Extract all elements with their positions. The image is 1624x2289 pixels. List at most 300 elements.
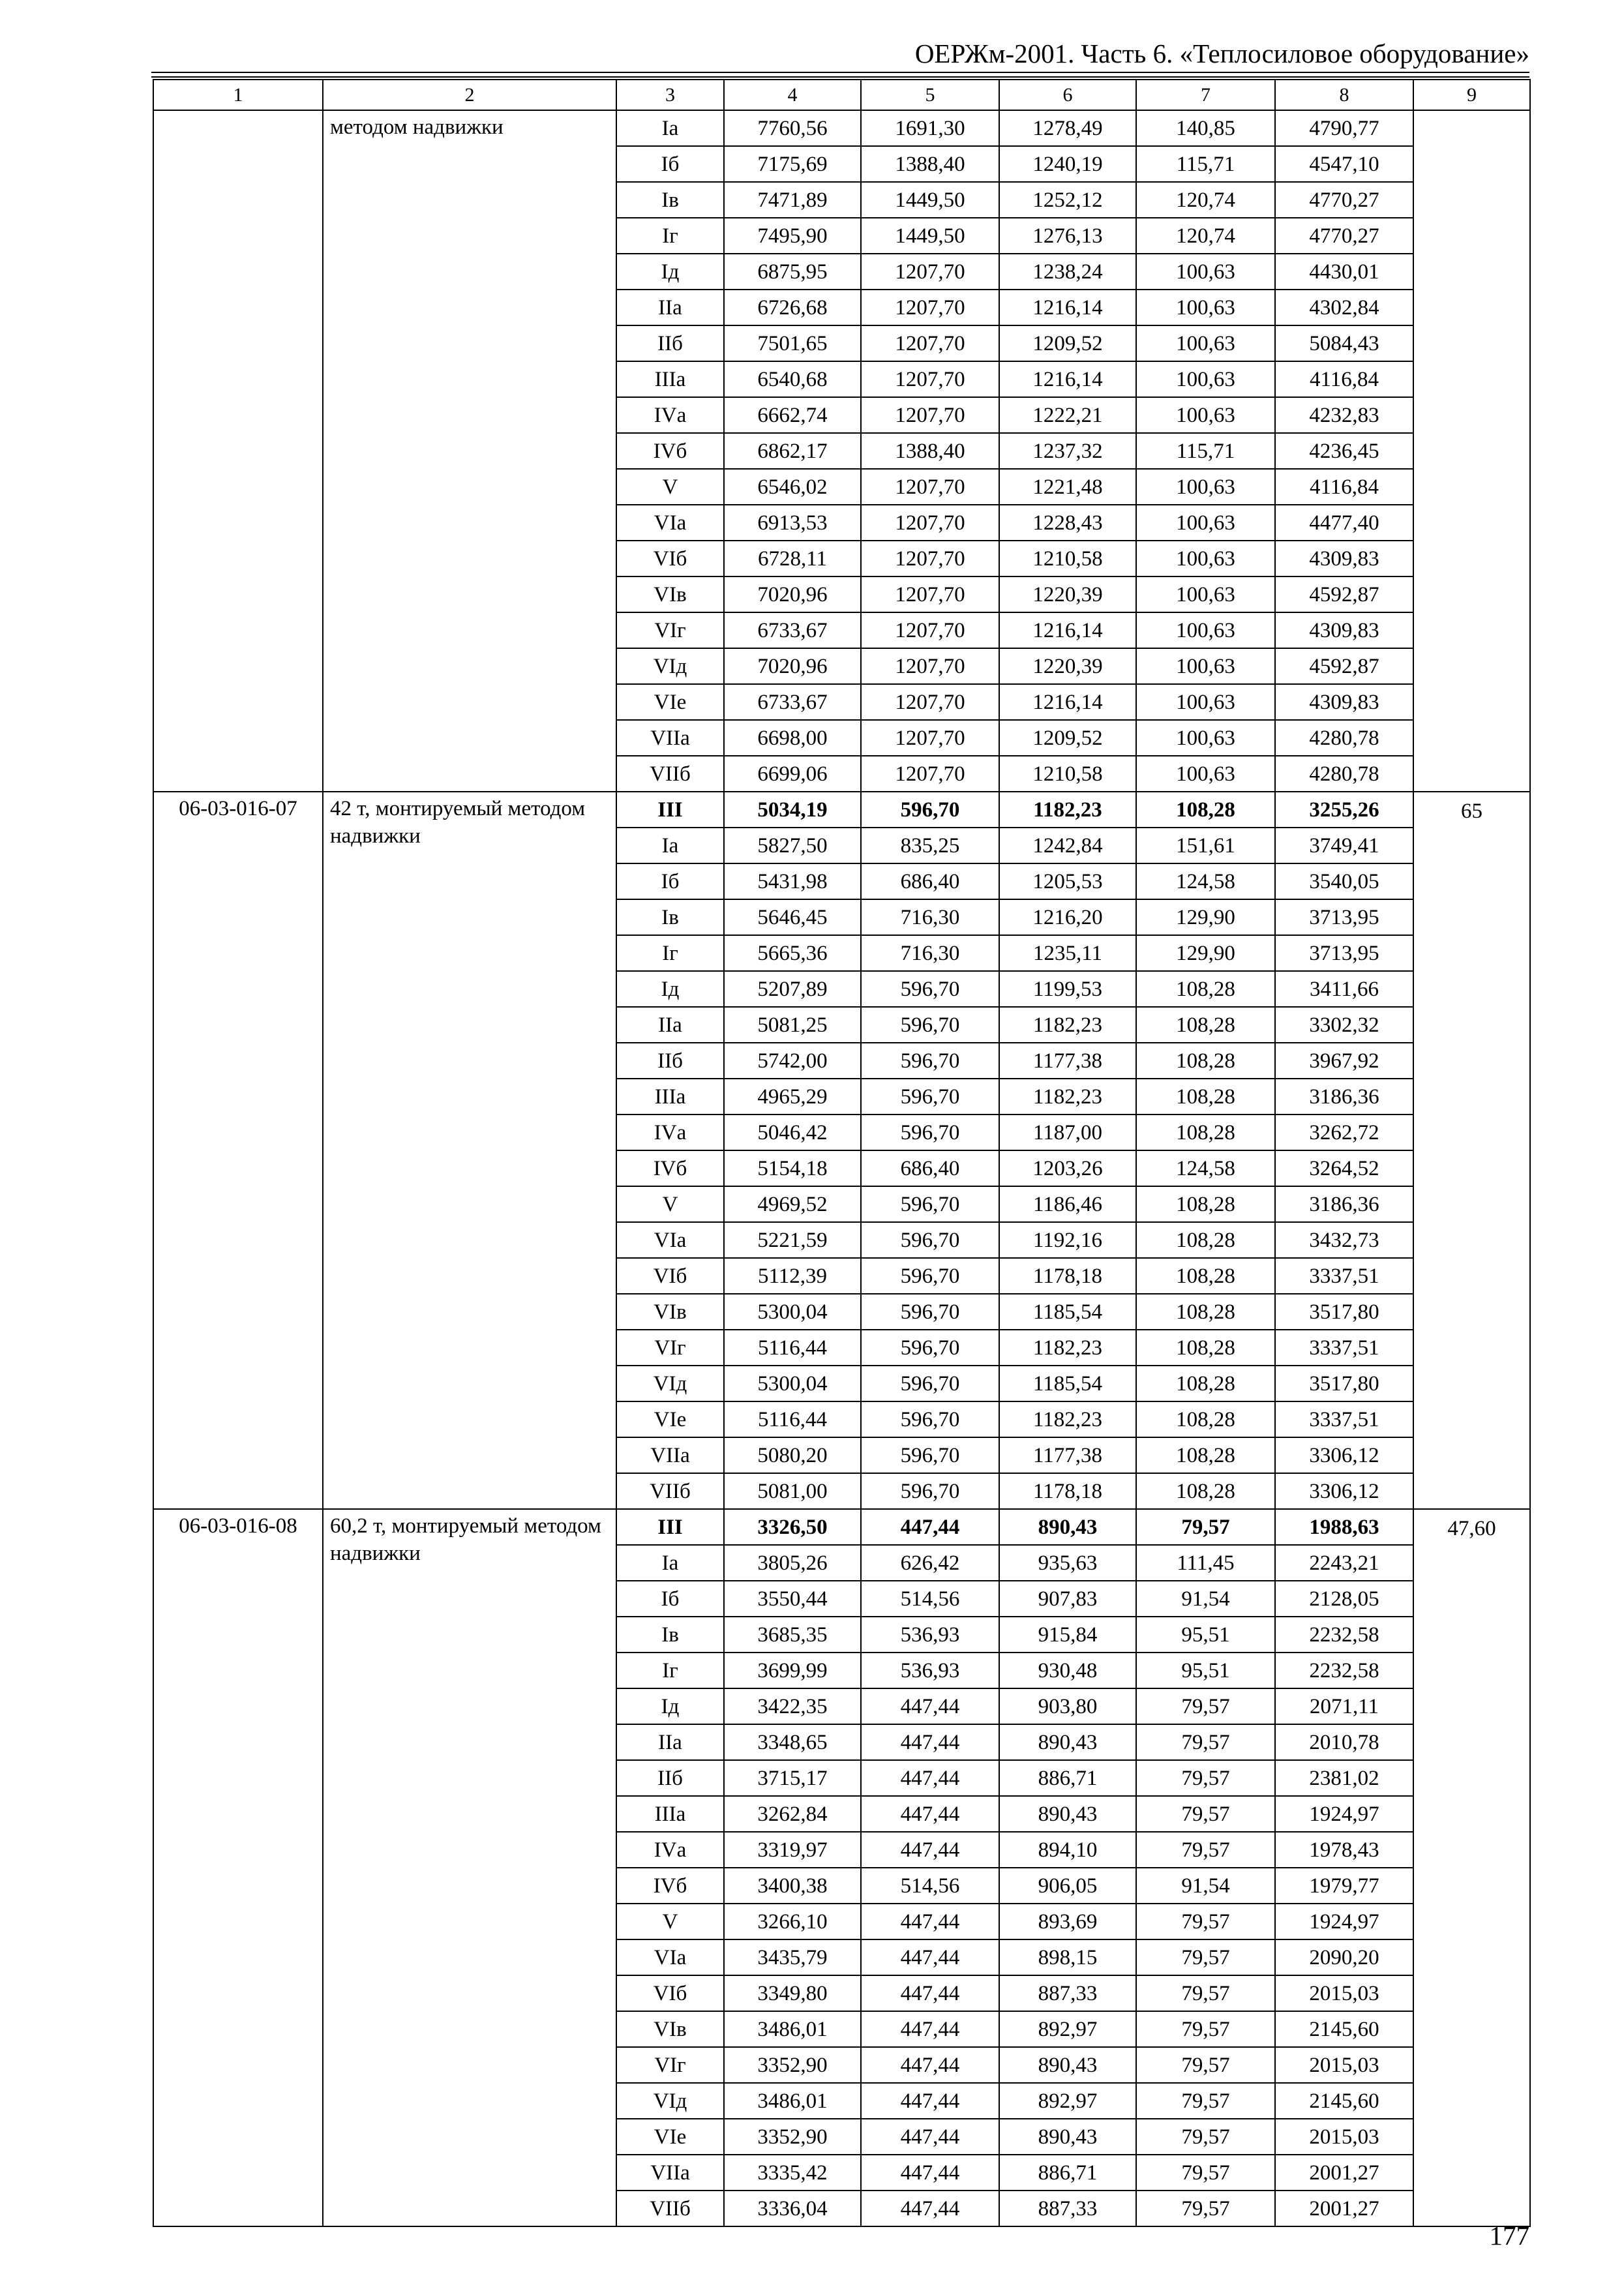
value-cell: 447,44: [861, 2011, 999, 2047]
zone-cell: V: [616, 1186, 724, 1222]
zone-cell: IVа: [616, 1832, 724, 1868]
value-cell: 91,54: [1136, 1868, 1275, 1904]
value-cell: 108,28: [1136, 1115, 1275, 1150]
value-cell: 95,51: [1136, 1617, 1275, 1653]
table-row: [153, 792, 1530, 828]
value-cell: 108,28: [1136, 1401, 1275, 1437]
value-cell: 108,28: [1136, 792, 1275, 828]
value-cell: 3432,73: [1275, 1222, 1413, 1258]
value-cell: 3699,99: [724, 1653, 861, 1688]
column-number: 4: [724, 80, 861, 110]
value-cell: 4592,87: [1275, 576, 1413, 612]
value-cell: 447,44: [861, 2047, 999, 2083]
value-cell: 514,56: [861, 1868, 999, 1904]
value-cell: 3713,95: [1275, 935, 1413, 971]
value-cell: 3517,80: [1275, 1366, 1413, 1401]
value-cell: 108,28: [1136, 1366, 1275, 1401]
zone-cell: IIб: [616, 1043, 724, 1079]
column-number: 3: [616, 80, 724, 110]
value-cell: 1207,70: [861, 576, 999, 612]
value-cell: 5084,43: [1275, 325, 1413, 361]
table-row: [153, 110, 1530, 146]
value-cell: 5081,00: [724, 1473, 861, 1509]
value-cell: 5431,98: [724, 863, 861, 899]
zone-cell: VIа: [616, 1222, 724, 1258]
value-cell: 124,58: [1136, 863, 1275, 899]
value-cell: 100,63: [1136, 325, 1275, 361]
value-cell: 447,44: [861, 1975, 999, 2011]
value-cell: 79,57: [1136, 1832, 1275, 1868]
zone-cell: VIIа: [616, 720, 724, 756]
zone-cell: VIг: [616, 1330, 724, 1366]
value-cell: 447,44: [861, 1688, 999, 1724]
rate-name: методом надвижки: [330, 115, 504, 139]
table-row: [153, 1509, 1530, 1545]
value-cell: 447,44: [861, 1939, 999, 1975]
zone-cell: Iб: [616, 863, 724, 899]
zone-cell: Iв: [616, 182, 724, 218]
value-cell: 1220,39: [999, 576, 1136, 612]
value-cell: 893,69: [999, 1904, 1136, 1939]
value-cell: 2001,27: [1275, 2191, 1413, 2226]
value-cell: 4309,83: [1275, 541, 1413, 576]
value-cell: 1207,70: [861, 361, 999, 397]
zone-cell: Iб: [616, 1581, 724, 1617]
value-cell: 3749,41: [1275, 828, 1413, 863]
value-cell: 1216,14: [999, 290, 1136, 325]
value-cell: 79,57: [1136, 1904, 1275, 1939]
value-cell: 6875,95: [724, 254, 861, 290]
value-cell: 4965,29: [724, 1079, 861, 1115]
value-cell: 1220,39: [999, 648, 1136, 684]
value-cell: 1207,70: [861, 397, 999, 433]
value-cell: 1216,14: [999, 612, 1136, 648]
zone-cell: VIIб: [616, 2191, 724, 2226]
value-cell: 447,44: [861, 2155, 999, 2191]
value-cell: 3335,42: [724, 2155, 861, 2191]
coefficient-cell: [1413, 792, 1530, 1509]
value-cell: 1185,54: [999, 1294, 1136, 1330]
value-cell: 930,48: [999, 1653, 1136, 1688]
value-cell: 1388,40: [861, 146, 999, 182]
value-cell: 2001,27: [1275, 2155, 1413, 2191]
value-cell: 79,57: [1136, 1724, 1275, 1760]
value-cell: 3349,80: [724, 1975, 861, 2011]
zone-cell: IVа: [616, 1115, 724, 1150]
value-cell: 3805,26: [724, 1545, 861, 1581]
value-cell: 596,70: [861, 1401, 999, 1437]
value-cell: 100,63: [1136, 290, 1275, 325]
value-cell: 7501,65: [724, 325, 861, 361]
value-cell: 3967,92: [1275, 1043, 1413, 1079]
rate-name: 42 т, монтируемый методом надвижки: [330, 797, 586, 848]
value-cell: 6662,74: [724, 397, 861, 433]
value-cell: 1216,14: [999, 361, 1136, 397]
value-cell: 1207,70: [861, 469, 999, 505]
value-cell: 124,58: [1136, 1150, 1275, 1186]
value-cell: 2015,03: [1275, 1975, 1413, 2011]
value-cell: 1209,52: [999, 325, 1136, 361]
zone-cell: VIв: [616, 2011, 724, 2047]
value-cell: 3715,17: [724, 1760, 861, 1796]
value-cell: 536,93: [861, 1653, 999, 1688]
value-cell: 1221,48: [999, 469, 1136, 505]
value-cell: 1182,23: [999, 1401, 1136, 1437]
value-cell: 2381,02: [1275, 1760, 1413, 1796]
value-cell: 596,70: [861, 1437, 999, 1473]
value-cell: 100,63: [1136, 254, 1275, 290]
value-cell: 3435,79: [724, 1939, 861, 1975]
value-cell: 6546,02: [724, 469, 861, 505]
value-cell: 6913,53: [724, 505, 861, 541]
value-cell: 4309,83: [1275, 612, 1413, 648]
value-cell: 1242,84: [999, 828, 1136, 863]
value-cell: 626,42: [861, 1545, 999, 1581]
value-cell: 3517,80: [1275, 1294, 1413, 1330]
value-cell: 6733,67: [724, 684, 861, 720]
value-cell: 3540,05: [1275, 863, 1413, 899]
value-cell: 3319,97: [724, 1832, 861, 1868]
zone-cell: III: [616, 1509, 724, 1545]
zone-cell: Iд: [616, 254, 724, 290]
zone-cell: VIд: [616, 1366, 724, 1401]
value-cell: 596,70: [861, 1115, 999, 1150]
value-cell: 5300,04: [724, 1294, 861, 1330]
value-cell: 1449,50: [861, 182, 999, 218]
value-cell: 5646,45: [724, 899, 861, 935]
rate-code-cell: 06-03-016-07: [153, 792, 323, 1509]
value-cell: 892,97: [999, 2083, 1136, 2119]
value-cell: 907,83: [999, 1581, 1136, 1617]
value-cell: 447,44: [861, 2119, 999, 2155]
value-cell: 2015,03: [1275, 2047, 1413, 2083]
value-cell: 5034,19: [724, 792, 861, 828]
value-cell: 892,97: [999, 2011, 1136, 2047]
value-cell: 3550,44: [724, 1581, 861, 1617]
value-cell: 886,71: [999, 1760, 1136, 1796]
header-rule-top: [151, 72, 1529, 73]
value-cell: 108,28: [1136, 1043, 1275, 1079]
value-cell: 3422,35: [724, 1688, 861, 1724]
value-cell: 108,28: [1136, 1222, 1275, 1258]
value-cell: 111,45: [1136, 1545, 1275, 1581]
column-number: 8: [1275, 80, 1413, 110]
value-cell: 5665,36: [724, 935, 861, 971]
zone-cell: VIе: [616, 2119, 724, 2155]
value-cell: 935,63: [999, 1545, 1136, 1581]
value-cell: 5207,89: [724, 971, 861, 1007]
value-cell: 3186,36: [1275, 1186, 1413, 1222]
value-cell: 898,15: [999, 1939, 1136, 1975]
value-cell: 1207,70: [861, 254, 999, 290]
price-table: [153, 79, 1531, 2227]
rate-code-cell: [153, 110, 323, 792]
value-cell: 120,74: [1136, 182, 1275, 218]
value-cell: 1182,23: [999, 1007, 1136, 1043]
zone-cell: VIа: [616, 1939, 724, 1975]
value-cell: 108,28: [1136, 1437, 1275, 1473]
value-cell: 120,74: [1136, 218, 1275, 254]
value-cell: 4770,27: [1275, 218, 1413, 254]
zone-cell: V: [616, 1904, 724, 1939]
value-cell: 447,44: [861, 1796, 999, 1832]
zone-cell: IVа: [616, 397, 724, 433]
value-cell: 1205,53: [999, 863, 1136, 899]
value-cell: 2232,58: [1275, 1617, 1413, 1653]
value-cell: 6698,00: [724, 720, 861, 756]
value-cell: 1192,16: [999, 1222, 1136, 1258]
value-cell: 2243,21: [1275, 1545, 1413, 1581]
value-cell: 108,28: [1136, 1258, 1275, 1294]
value-cell: 7175,69: [724, 146, 861, 182]
value-cell: 1177,38: [999, 1043, 1136, 1079]
value-cell: 890,43: [999, 1796, 1136, 1832]
value-cell: 4969,52: [724, 1186, 861, 1222]
value-cell: 5742,00: [724, 1043, 861, 1079]
value-cell: 3352,90: [724, 2047, 861, 2083]
value-cell: 3348,65: [724, 1724, 861, 1760]
value-cell: 79,57: [1136, 1796, 1275, 1832]
value-cell: 79,57: [1136, 2047, 1275, 2083]
value-cell: 447,44: [861, 1760, 999, 1796]
value-cell: 115,71: [1136, 433, 1275, 469]
value-cell: 1252,12: [999, 182, 1136, 218]
value-cell: 7760,56: [724, 110, 861, 146]
value-cell: 596,70: [861, 1294, 999, 1330]
value-cell: 140,85: [1136, 110, 1275, 146]
value-cell: 79,57: [1136, 1509, 1275, 1545]
zone-cell: Iа: [616, 1545, 724, 1581]
column-number: 6: [999, 80, 1136, 110]
value-cell: 79,57: [1136, 2191, 1275, 2226]
value-cell: 6728,11: [724, 541, 861, 576]
value-cell: 1207,70: [861, 541, 999, 576]
value-cell: 890,43: [999, 2119, 1136, 2155]
zone-cell: VIIа: [616, 1437, 724, 1473]
value-cell: 1210,58: [999, 541, 1136, 576]
value-cell: 3306,12: [1275, 1437, 1413, 1473]
value-cell: 887,33: [999, 1975, 1136, 2011]
zone-cell: III: [616, 792, 724, 828]
value-cell: 890,43: [999, 1724, 1136, 1760]
value-cell: 7020,96: [724, 648, 861, 684]
value-cell: 1182,23: [999, 1330, 1136, 1366]
value-cell: 108,28: [1136, 1007, 1275, 1043]
value-cell: 79,57: [1136, 2155, 1275, 2191]
value-cell: 95,51: [1136, 1653, 1275, 1688]
value-cell: 108,28: [1136, 1186, 1275, 1222]
value-cell: 2010,78: [1275, 1724, 1413, 1760]
value-cell: 1207,70: [861, 612, 999, 648]
value-cell: 100,63: [1136, 361, 1275, 397]
value-cell: 1207,70: [861, 648, 999, 684]
value-cell: 886,71: [999, 2155, 1136, 2191]
zone-cell: Iд: [616, 1688, 724, 1724]
value-cell: 3262,72: [1275, 1115, 1413, 1150]
value-cell: 890,43: [999, 2047, 1136, 2083]
value-cell: 1186,46: [999, 1186, 1136, 1222]
value-cell: 3337,51: [1275, 1401, 1413, 1437]
rate-name-cell: [323, 792, 616, 1509]
zone-cell: Iг: [616, 1653, 724, 1688]
value-cell: 4430,01: [1275, 254, 1413, 290]
value-cell: 108,28: [1136, 1473, 1275, 1509]
value-cell: 596,70: [861, 1007, 999, 1043]
rate-name-cell: [323, 1509, 616, 2226]
value-cell: 1388,40: [861, 433, 999, 469]
zone-cell: Iв: [616, 1617, 724, 1653]
value-cell: 79,57: [1136, 1760, 1275, 1796]
zone-cell: IVб: [616, 1868, 724, 1904]
zone-cell: VIв: [616, 1294, 724, 1330]
value-cell: 1238,24: [999, 254, 1136, 290]
zone-cell: IIIа: [616, 1796, 724, 1832]
value-cell: 596,70: [861, 971, 999, 1007]
value-cell: 79,57: [1136, 2083, 1275, 2119]
value-cell: 7471,89: [724, 182, 861, 218]
value-cell: 1207,70: [861, 290, 999, 325]
value-cell: 129,90: [1136, 899, 1275, 935]
value-cell: 79,57: [1136, 1939, 1275, 1975]
value-cell: 1178,18: [999, 1258, 1136, 1294]
value-cell: 151,61: [1136, 828, 1275, 863]
value-cell: 1228,43: [999, 505, 1136, 541]
value-cell: 4232,83: [1275, 397, 1413, 433]
zone-cell: IIа: [616, 1007, 724, 1043]
value-cell: 596,70: [861, 1366, 999, 1401]
zone-cell: VIIа: [616, 2155, 724, 2191]
value-cell: 100,63: [1136, 505, 1275, 541]
zone-cell: IIа: [616, 290, 724, 325]
zone-cell: VIб: [616, 1258, 724, 1294]
value-cell: 1207,70: [861, 720, 999, 756]
value-cell: 1182,23: [999, 1079, 1136, 1115]
value-cell: 1691,30: [861, 110, 999, 146]
value-cell: 5221,59: [724, 1222, 861, 1258]
value-cell: 79,57: [1136, 2011, 1275, 2047]
value-cell: 1178,18: [999, 1473, 1136, 1509]
zone-cell: VIд: [616, 648, 724, 684]
value-cell: 108,28: [1136, 1330, 1275, 1366]
value-cell: 1207,70: [861, 505, 999, 541]
running-header: ОЕРЖм-2001. Часть 6. «Теплосиловое оборудование»: [914, 38, 1529, 68]
zone-cell: VIг: [616, 2047, 724, 2083]
value-cell: 1276,13: [999, 218, 1136, 254]
value-cell: 4236,45: [1275, 433, 1413, 469]
value-cell: 3264,52: [1275, 1150, 1413, 1186]
value-cell: 596,70: [861, 1330, 999, 1366]
value-cell: 3336,04: [724, 2191, 861, 2226]
rate-name: 60,2 т, монтируемый методом надвижки: [330, 1514, 601, 1565]
value-cell: 686,40: [861, 863, 999, 899]
value-cell: 1278,49: [999, 110, 1136, 146]
value-cell: 7495,90: [724, 218, 861, 254]
coefficient-value: 65: [1461, 800, 1482, 823]
value-cell: 596,70: [861, 1222, 999, 1258]
value-cell: 3486,01: [724, 2011, 861, 2047]
value-cell: 1979,77: [1275, 1868, 1413, 1904]
value-cell: 596,70: [861, 792, 999, 828]
value-cell: 3713,95: [1275, 899, 1413, 935]
value-cell: 4477,40: [1275, 505, 1413, 541]
value-cell: 5112,39: [724, 1258, 861, 1294]
value-cell: 4116,84: [1275, 361, 1413, 397]
value-cell: 894,10: [999, 1832, 1136, 1868]
value-cell: 3337,51: [1275, 1330, 1413, 1366]
value-cell: 3326,50: [724, 1509, 861, 1545]
value-cell: 1203,26: [999, 1150, 1136, 1186]
zone-cell: IIб: [616, 325, 724, 361]
coefficient-cell: [1413, 1509, 1530, 2226]
value-cell: 3255,26: [1275, 792, 1413, 828]
value-cell: 108,28: [1136, 1294, 1275, 1330]
value-cell: 3685,35: [724, 1617, 861, 1653]
rate-name-cell: [323, 110, 616, 792]
value-cell: 596,70: [861, 1258, 999, 1294]
page-number: 177: [1489, 2221, 1529, 2251]
value-cell: 100,63: [1136, 397, 1275, 433]
value-cell: 5827,50: [724, 828, 861, 863]
value-cell: 887,33: [999, 2191, 1136, 2226]
value-cell: 3262,84: [724, 1796, 861, 1832]
value-cell: 1185,54: [999, 1366, 1136, 1401]
value-cell: 1207,70: [861, 325, 999, 361]
value-cell: 686,40: [861, 1150, 999, 1186]
zone-cell: Iа: [616, 828, 724, 863]
zone-cell: VIд: [616, 2083, 724, 2119]
value-cell: 1210,58: [999, 756, 1136, 792]
value-cell: 79,57: [1136, 2119, 1275, 2155]
value-cell: 100,63: [1136, 756, 1275, 792]
value-cell: 716,30: [861, 899, 999, 935]
value-cell: 1924,97: [1275, 1904, 1413, 1939]
value-cell: 108,28: [1136, 971, 1275, 1007]
value-cell: 2071,11: [1275, 1688, 1413, 1724]
value-cell: 4280,78: [1275, 720, 1413, 756]
value-cell: 100,63: [1136, 612, 1275, 648]
value-cell: 100,63: [1136, 541, 1275, 576]
value-cell: 1222,21: [999, 397, 1136, 433]
rate-code-cell: 06-03-016-08: [153, 1509, 323, 2226]
value-cell: 1237,32: [999, 433, 1136, 469]
value-cell: 1209,52: [999, 720, 1136, 756]
value-cell: 100,63: [1136, 684, 1275, 720]
value-cell: 514,56: [861, 1581, 999, 1617]
value-cell: 3186,36: [1275, 1079, 1413, 1115]
value-cell: 1240,19: [999, 146, 1136, 182]
value-cell: 1988,63: [1275, 1509, 1413, 1545]
value-cell: 890,43: [999, 1509, 1136, 1545]
value-cell: 6862,17: [724, 433, 861, 469]
zone-cell: Iв: [616, 899, 724, 935]
value-cell: 4116,84: [1275, 469, 1413, 505]
value-cell: 447,44: [861, 1904, 999, 1939]
value-cell: 1216,14: [999, 684, 1136, 720]
value-cell: 6733,67: [724, 612, 861, 648]
value-cell: 108,28: [1136, 1079, 1275, 1115]
value-cell: 2090,20: [1275, 1939, 1413, 1975]
value-cell: 4547,10: [1275, 146, 1413, 182]
value-cell: 3486,01: [724, 2083, 861, 2119]
zone-cell: V: [616, 469, 724, 505]
zone-cell: IVб: [616, 433, 724, 469]
column-number-row: [153, 80, 1530, 110]
value-cell: 5300,04: [724, 1366, 861, 1401]
value-cell: 4770,27: [1275, 182, 1413, 218]
zone-cell: IVб: [616, 1150, 724, 1186]
zone-cell: Iг: [616, 935, 724, 971]
value-cell: 447,44: [861, 2191, 999, 2226]
